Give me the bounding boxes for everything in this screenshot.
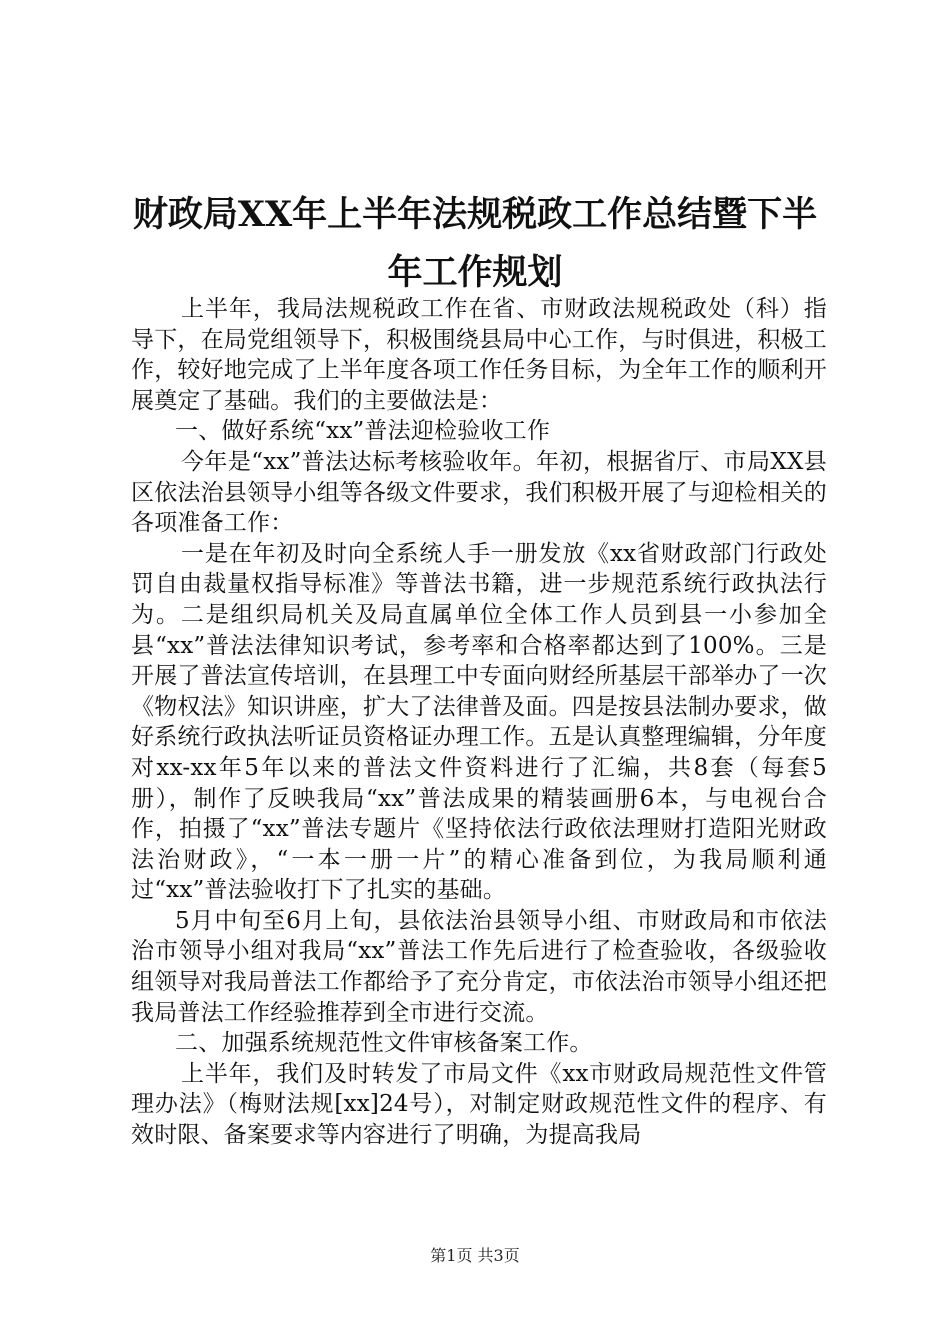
document-body (131, 294, 827, 1151)
page-footer: 第1页 共3页 (430, 1246, 520, 1265)
paragraph-2: 一是在年初及时向全系统人手一册发放《xx省财政部门行政处罚自由裁量权指导标准》等普法书籍，进一步规范系统行政执法行为。二是组织局机关及局直属单位全体工作人员到县一小参加全县“xx”普法法律知识考试，参考率和合格率都达到了100%。三是开展了普法宣传培训，在县理工中专面向财经所基层干部举办了一次《物权法》知识讲座，扩大了法律普及面。四是按县法制办要求，做好系统行政执法听证员资格证办理工作。五是认真整理编辑，分年度对xx-xx年5年以来的普法文件资料进行了汇编，共8套（每套5册），制作了反映我局“xx”普法成果的精装画册6本，与电视台合作，拍摄了“xx”普法专题片《坚持依法行政依法理财打造阳光财政法治财政》，“一本一册一片”的精心准备到位，为我局顺利通过“xx”普法验收打下了扎实的基础。 (131, 540, 827, 904)
document-title: 财政局XX年上半年法规税政工作总结暨下半年工作规划 (132, 194, 818, 293)
section-heading-1: 一、做好系统“xx”普法迎检验收工作 (175, 418, 551, 445)
paragraph-3: 5月中旬至6月上旬，县依法治县领导小组、市财政局和市依法治市领导小组对我局“xx”普法工作先后进行了检查验收，各级验收组领导对我局普法工作都给予了充分肯定，市依法治市领导小组还把我局普法工作经验推荐到全市进行交流。 (131, 907, 827, 1026)
paragraph-1: 今年是“xx”普法达标考核验收年。年初，根据省厅、市局XX县区依法治县领导小组等各级文件要求，我们积极开展了与迎检相关的各项准备工作： (131, 448, 827, 537)
section-heading-2: 二、加强系统规范性文件审核备案工作。 (175, 1030, 593, 1057)
paragraph-4: 上半年，我们及时转发了市局文件《xx市财政局规范性文件管理办法》（梅财法规[xx]24号），对制定财政规范性文件的程序、有效时限、备案要求等内容进行了明确，为提高我局 (131, 1060, 827, 1149)
paragraph-intro: 上半年，我局法规税政工作在省、市财政法规税政处（科）指导下，在局党组领导下，积极围绕县局中心工作，与时俱进，积极工作，较好地完成了上半年度各项工作任务目标，为全年工作的顺利开展奠定了基础。我们的主要做法是： (131, 296, 827, 414)
